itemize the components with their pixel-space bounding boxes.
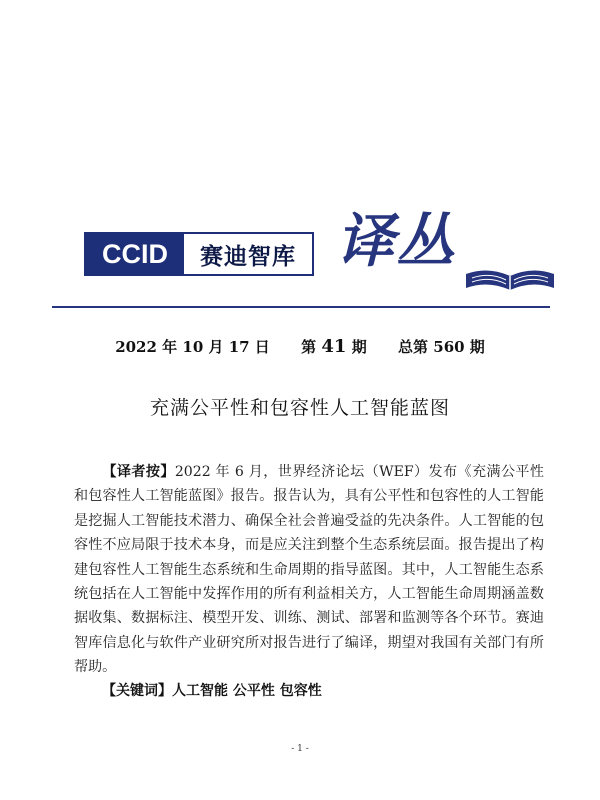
- issue-line: [0, 336, 600, 357]
- issue-date: 2022 年 10 月 17 日: [115, 338, 270, 356]
- document-title: 充满公平性和包容性人工智能蓝图: [149, 397, 450, 419]
- header-divider: [52, 306, 550, 308]
- page-number: - 1 -: [291, 744, 309, 754]
- issue-suffix: 期: [351, 338, 367, 356]
- open-book-icon: [462, 266, 558, 292]
- ccid-logo: [84, 232, 314, 276]
- translator-note-text: 2022 年 6 月，世界经济论坛（WEF）发布《充满公平性和包容性人工智能蓝图》报告。报告认为，具有公平性和包容性的人工智能是挖掘人工智能技术潜力、确保全社会普遍受益的先决条件。人工智能的包容性不应局限于技术本身，而是应关注到整个生态系统层面。报告提出了构建包容性人工智能生态系统和生命周期的指导蓝图。其中，人工智能生态系统包括在人工智能中发挥作用的所有利益相关方，人工智能生命周期涵盖数据收集、数据标注、模型开发、训练、测试、部署和监测等各个环节。赛迪智库信息化与软件产业研究所对报告进行了编译，期望对我国有关部门有所帮助。: [74, 464, 545, 676]
- issue-prefix: 第: [301, 338, 317, 356]
- series-title: 译丛: [336, 207, 457, 275]
- keywords: 【关键词】人工智能 公平性 包容性: [102, 683, 322, 699]
- translator-note-tag: 【译者按】: [102, 464, 175, 480]
- issue-total: 总第 560 期: [398, 338, 485, 356]
- masthead: [84, 207, 554, 284]
- issue-number: 41: [321, 336, 347, 357]
- ccid-logo-mark: CCID: [86, 234, 184, 274]
- translator-note: [74, 460, 544, 680]
- ccid-logo-text: 赛迪智库: [200, 243, 296, 270]
